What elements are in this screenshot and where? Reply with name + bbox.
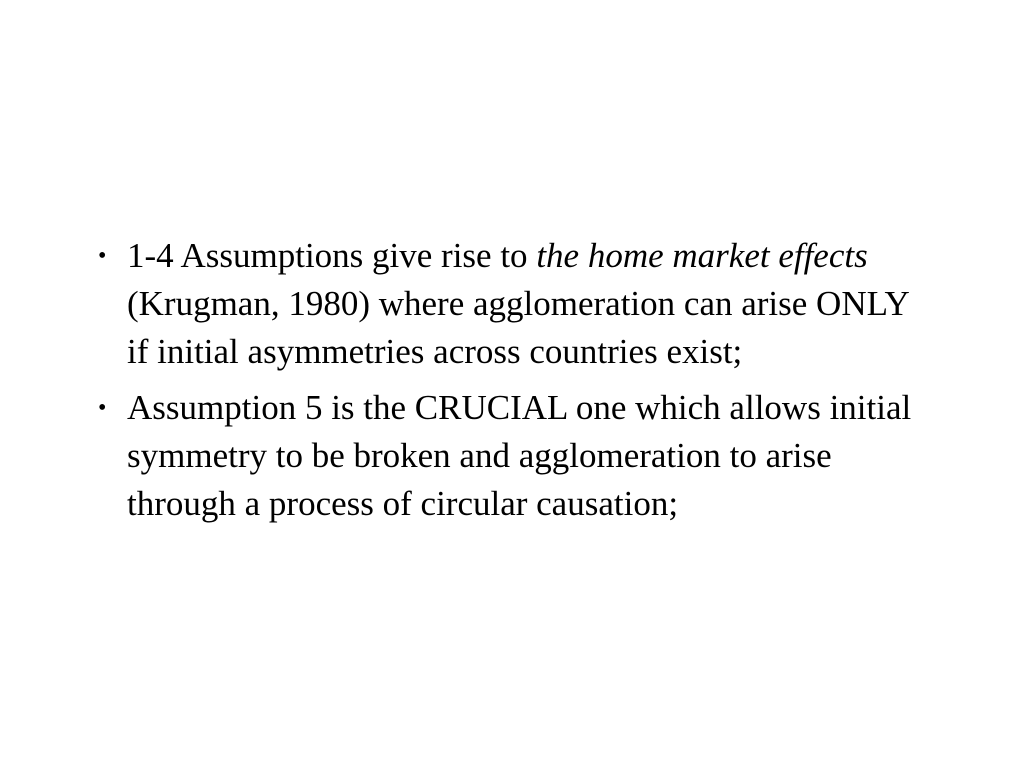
- bullet-marker: •: [98, 395, 107, 421]
- bullet-item-assumption-5: [96, 384, 936, 528]
- bullet-text: Assumption 5 is the CRUCIAL one which allows initial symmetry to be broken and agglomeration to arise through a process of circular causation;: [127, 388, 912, 523]
- bullet-marker: •: [98, 243, 107, 269]
- bullet-item-assumptions-1-4: [96, 232, 936, 376]
- bullet-list: [96, 232, 936, 536]
- bullet-text-after: (Krugman, 1980) where agglomeration can arise ONLY if initial asymmetries across countries exist;: [127, 284, 909, 371]
- bullet-text-before: 1-4 Assumptions give rise to: [127, 236, 537, 275]
- bullet-text-italic: the home market effects: [536, 236, 868, 275]
